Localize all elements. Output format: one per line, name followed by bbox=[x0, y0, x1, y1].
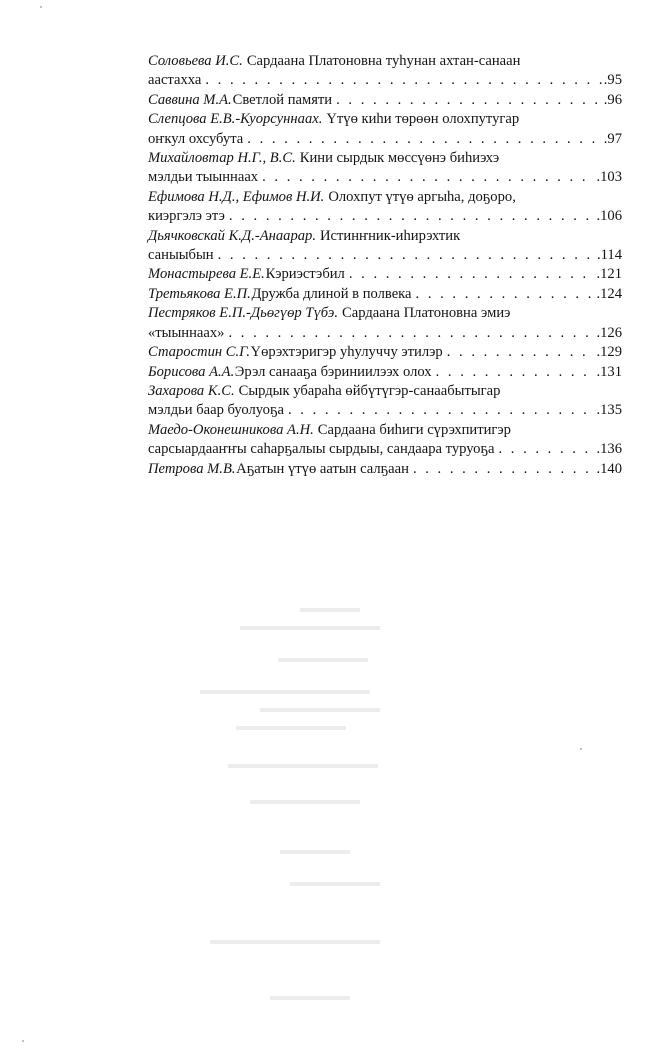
toc-entry-line bbox=[148, 265, 622, 284]
toc-entry bbox=[148, 460, 622, 479]
toc-page-number: .135 bbox=[596, 402, 622, 419]
show-through-mark bbox=[240, 626, 380, 630]
toc-entry-line bbox=[148, 324, 622, 343]
toc-entry-line bbox=[148, 401, 622, 420]
toc-entry-line bbox=[148, 130, 622, 149]
toc-entry-line bbox=[148, 343, 622, 362]
toc-title-continued: саныыбын bbox=[148, 247, 214, 264]
toc-entry-line bbox=[148, 149, 622, 168]
toc-title: Эрэл санааҕа бэриниилээх олох bbox=[234, 363, 432, 380]
show-through-mark bbox=[280, 850, 350, 854]
toc-entry bbox=[148, 188, 622, 227]
dot-leader bbox=[436, 363, 595, 382]
toc-title: Сырдык убараһа өйбүтүгэр-санаабытыгар bbox=[238, 382, 501, 399]
toc-author: Саввина М.А. bbox=[148, 91, 232, 108]
dot-leader bbox=[416, 285, 595, 304]
toc-author: Третьякова Е.П. bbox=[148, 285, 251, 302]
toc-author: Михайловтар Н.Г., В.С. bbox=[148, 150, 296, 167]
paper-speck bbox=[580, 748, 582, 750]
show-through-mark bbox=[290, 882, 380, 886]
toc-entry bbox=[148, 227, 622, 266]
toc-author: Слепцова Е.В.-Куорсуннаах. bbox=[148, 111, 323, 128]
toc-author: Соловьева И.С. bbox=[148, 53, 243, 69]
toc-entry-heading bbox=[148, 382, 500, 401]
toc-entry-line bbox=[148, 188, 622, 207]
toc-entry bbox=[148, 265, 622, 284]
show-through-mark bbox=[210, 940, 380, 944]
show-through-mark bbox=[278, 658, 368, 662]
toc-author: Петрова М.В. bbox=[148, 460, 236, 477]
toc-author: Захарова К.С. bbox=[148, 382, 235, 399]
toc-title: Үөрэхтэригэр уһулуччу этилэр bbox=[250, 344, 443, 361]
toc-page-number: .97 bbox=[603, 130, 622, 147]
toc-page-number: .114 bbox=[597, 247, 622, 264]
dot-leader bbox=[349, 265, 595, 284]
toc-page-number: .140 bbox=[596, 460, 622, 477]
show-through-mark bbox=[228, 764, 378, 768]
dot-leader bbox=[228, 324, 594, 343]
toc-title-continued: аастахха bbox=[148, 72, 202, 89]
toc-entry-line bbox=[148, 363, 622, 382]
toc-page-number: .103 bbox=[596, 169, 622, 186]
toc-entry bbox=[148, 304, 622, 343]
toc-title: Дружба длиной в полвека bbox=[251, 285, 412, 302]
toc-entry-line bbox=[148, 110, 622, 129]
toc-title-continued: оҥкул охсубута bbox=[148, 130, 244, 147]
toc-entry-line bbox=[148, 207, 622, 226]
dot-leader bbox=[288, 401, 594, 420]
toc-entry-line bbox=[148, 460, 622, 479]
toc-entry bbox=[148, 285, 622, 304]
dot-leader bbox=[229, 207, 595, 226]
toc-entry-line bbox=[148, 227, 622, 246]
show-through-mark bbox=[270, 996, 350, 1000]
toc-page-number: .126 bbox=[596, 324, 622, 341]
toc-page-number: .129 bbox=[596, 344, 622, 361]
toc-title: Кэриэстэбил bbox=[265, 266, 345, 283]
dot-leader bbox=[498, 440, 594, 459]
toc-entry-line bbox=[148, 285, 622, 304]
toc-entry-line bbox=[148, 91, 622, 110]
toc-page-number: .106 bbox=[596, 208, 622, 225]
toc-author: Маедо-Оконешникова А.Н. bbox=[148, 421, 314, 438]
paper-speck bbox=[40, 6, 42, 8]
toc-entry bbox=[148, 363, 622, 382]
toc-page-number: .96 bbox=[603, 91, 622, 108]
toc-entry-heading bbox=[148, 52, 520, 71]
toc-page-number: .95 bbox=[603, 72, 622, 89]
toc-title-continued: сарсыардааҥҥы саһарҕалыы сырдыы, сандаара туруоҕа bbox=[148, 441, 495, 458]
dot-leader bbox=[413, 460, 595, 479]
toc-entry bbox=[148, 149, 622, 188]
toc-entry bbox=[148, 343, 622, 362]
dot-leader bbox=[247, 130, 601, 149]
toc-title: Кини сырдык мөссүөнэ биһиэхэ bbox=[299, 150, 500, 167]
table-of-contents bbox=[148, 52, 622, 479]
toc-title: Светлой памяти bbox=[232, 91, 333, 108]
toc-entry bbox=[148, 421, 622, 460]
toc-entry bbox=[148, 52, 622, 91]
toc-entry bbox=[148, 110, 622, 149]
toc-entry-heading bbox=[148, 421, 511, 440]
toc-title: Сардаана Платоновна туһунан ахтан-санаан bbox=[246, 53, 521, 69]
toc-entry-line bbox=[148, 52, 622, 71]
toc-entry-line bbox=[148, 168, 622, 187]
toc-title: Истинҥник-иһирэхтик bbox=[320, 227, 461, 244]
dot-leader bbox=[336, 91, 602, 110]
dot-leader bbox=[205, 71, 601, 90]
toc-entry-heading bbox=[148, 149, 499, 168]
toc-title: Олохпут үтүө аргыһа, доҕоро, bbox=[328, 188, 516, 205]
toc-title-continued: киэргэлэ этэ bbox=[148, 208, 225, 225]
paper-speck bbox=[22, 1040, 24, 1042]
toc-page-number: .136 bbox=[596, 441, 622, 458]
toc-author: Дьячковскай К.Д.-Анаарар. bbox=[148, 227, 316, 244]
toc-entry-heading bbox=[148, 188, 516, 207]
dot-leader bbox=[447, 343, 595, 362]
show-through-mark bbox=[260, 708, 380, 712]
toc-entry bbox=[148, 91, 622, 110]
toc-entry-line bbox=[148, 246, 622, 265]
toc-entry-line bbox=[148, 304, 622, 323]
show-through-mark bbox=[200, 690, 370, 694]
toc-entry-heading bbox=[148, 304, 510, 323]
dot-leader bbox=[218, 246, 595, 265]
toc-author: Старостин С.Г. bbox=[148, 344, 250, 361]
toc-title: Сардаана биһиги сүрэхпитигэр bbox=[317, 421, 511, 438]
toc-entry-line bbox=[148, 440, 622, 459]
toc-title-continued: мэлдьи тыыннаах bbox=[148, 169, 259, 186]
toc-entry bbox=[148, 382, 622, 421]
toc-entry-line bbox=[148, 382, 622, 401]
toc-title-continued: мэлдьи баар буолуоҕа bbox=[148, 402, 284, 419]
toc-title: Үтүө киһи төрөөн олохпутугар bbox=[326, 111, 520, 128]
toc-entry-heading bbox=[148, 110, 519, 129]
toc-author: Монастырева Е.Е. bbox=[148, 266, 265, 283]
show-through-mark bbox=[300, 608, 360, 612]
show-through-mark bbox=[250, 800, 360, 804]
toc-entry-line bbox=[148, 421, 622, 440]
toc-page-number: .131 bbox=[596, 363, 622, 380]
toc-title: Аҕатын үтүө аатын салҕаан bbox=[236, 460, 409, 477]
toc-title: Сардаана Платоновна эмиэ bbox=[342, 305, 511, 322]
show-through-mark bbox=[236, 726, 346, 730]
toc-page-number: .121 bbox=[596, 266, 622, 283]
dot-leader bbox=[262, 168, 594, 187]
toc-entry-line bbox=[148, 71, 622, 90]
toc-author: Пестряков Е.П.-Дьөгүөр Түбэ. bbox=[148, 305, 338, 322]
toc-author: Ефимова Н.Д., Ефимов Н.И. bbox=[148, 188, 325, 205]
toc-page-number: .124 bbox=[596, 285, 622, 302]
toc-title-continued: «тыыннаах» bbox=[148, 324, 225, 341]
toc-author: Борисова А.А. bbox=[148, 363, 235, 380]
